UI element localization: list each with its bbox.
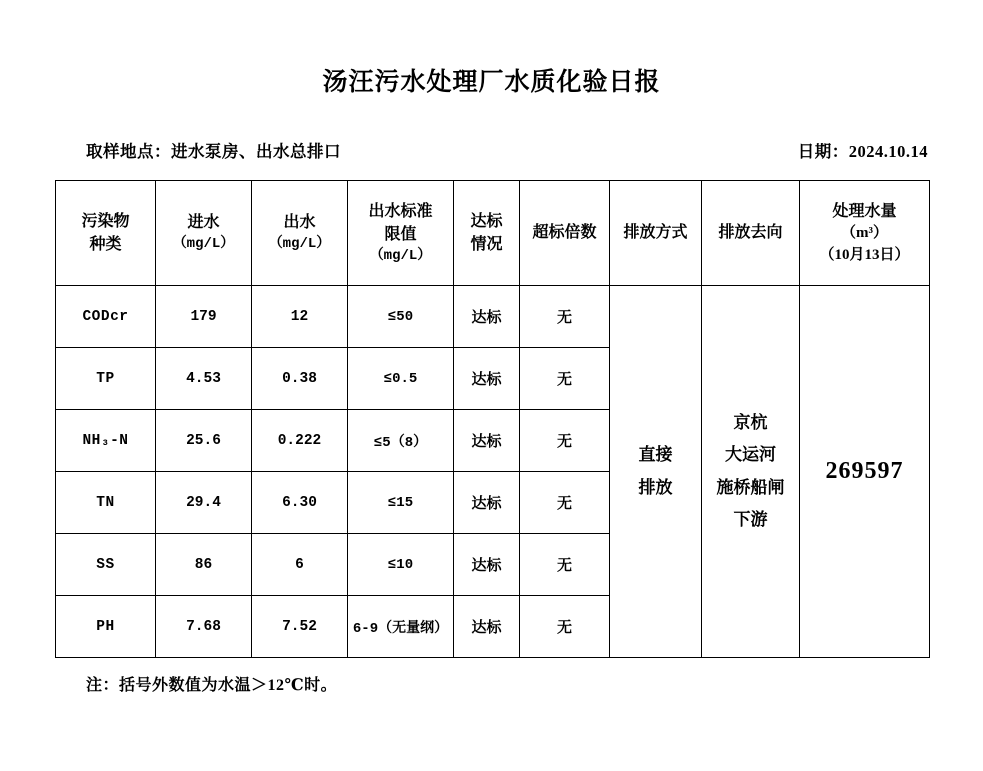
header-effluent xyxy=(252,181,348,286)
page-title: 汤汪污水处理厂水质化验日报 xyxy=(322,69,661,96)
row-pollutant-name: TN xyxy=(56,472,156,534)
header-standard-line1: 出水标准 xyxy=(368,202,433,220)
row-effluent-value: 7.52 xyxy=(252,596,348,658)
row-compliance: 达标 xyxy=(454,348,520,410)
header-standard-limit xyxy=(348,181,454,286)
discharge-mode-line2: 排放 xyxy=(638,477,673,497)
row-standard-limit: 6-9（无量纲） xyxy=(348,596,454,658)
header-compliance-line1: 达标 xyxy=(470,212,503,230)
water-quality-table-wrap xyxy=(55,180,929,658)
header-discharge-dest-line1: 排放去向 xyxy=(718,224,783,242)
header-pollutant-line1: 污染物 xyxy=(81,212,130,230)
header-effluent-line1: 出水 xyxy=(283,214,316,232)
row-exceed: 无 xyxy=(520,472,610,534)
row-standard-limit: ≤5（8） xyxy=(348,410,454,472)
discharge-dest-line2: 大运河 xyxy=(725,445,776,465)
row-pollutant-name: CODcr xyxy=(56,286,156,348)
header-standard-line2: 限值 xyxy=(384,225,417,243)
row-pollutant-name: PH xyxy=(56,596,156,658)
header-exceed-multiple xyxy=(520,181,610,286)
row-exceed: 无 xyxy=(520,286,610,348)
row-pollutant-name: SS xyxy=(56,534,156,596)
footnote: 注：括号外数值为水温＞12℃时。 xyxy=(86,677,338,694)
row-compliance: 达标 xyxy=(454,472,520,534)
row-compliance: 达标 xyxy=(454,596,520,658)
sampling-location: 取样地点：进水泵房、出水总排口 xyxy=(86,142,341,161)
header-volume-line2: （m³） xyxy=(841,224,888,241)
row-pollutant-name: TP xyxy=(56,348,156,410)
row-standard-limit: ≤10 xyxy=(348,534,454,596)
discharge-dest-line1: 京杭 xyxy=(733,412,768,432)
row-effluent-value: 6 xyxy=(252,534,348,596)
row-effluent-value: 0.222 xyxy=(252,410,348,472)
row-influent-value: 4.53 xyxy=(156,348,252,410)
table-row xyxy=(56,286,930,348)
water-volume-value: 269597 xyxy=(800,286,930,658)
row-exceed: 无 xyxy=(520,596,610,658)
row-pollutant-name: NH₃-N xyxy=(56,410,156,472)
row-compliance: 达标 xyxy=(454,534,520,596)
row-influent-value: 179 xyxy=(156,286,252,348)
header-pollutant-line2: 种类 xyxy=(89,236,122,253)
report-page xyxy=(0,62,983,771)
row-effluent-value: 0.38 xyxy=(252,348,348,410)
row-exceed: 无 xyxy=(520,534,610,596)
row-exceed: 无 xyxy=(520,348,610,410)
discharge-dest-line3: 施桥船闸 xyxy=(716,477,785,497)
header-compliance-line2: 情况 xyxy=(470,236,503,253)
header-discharge-mode-line1: 排放方式 xyxy=(623,224,688,242)
row-standard-limit: ≤50 xyxy=(348,286,454,348)
row-influent-value: 7.68 xyxy=(156,596,252,658)
discharge-dest-line4: 下游 xyxy=(733,509,768,529)
discharge-mode-line1: 直接 xyxy=(638,445,673,465)
header-influent-line1: 进水 xyxy=(187,214,220,232)
header-discharge-mode xyxy=(610,181,702,286)
row-influent-value: 25.6 xyxy=(156,410,252,472)
header-volume-line3: （10月13日） xyxy=(819,246,910,263)
report-meta xyxy=(0,138,983,162)
header-influent-line2: （mg/L） xyxy=(172,236,235,253)
table-header-row xyxy=(56,181,930,286)
water-quality-table xyxy=(55,180,930,658)
row-effluent-value: 6.30 xyxy=(252,472,348,534)
row-standard-limit: ≤0.5 xyxy=(348,348,454,410)
row-compliance: 达标 xyxy=(454,410,520,472)
row-standard-limit: ≤15 xyxy=(348,472,454,534)
header-standard-line3: （mg/L） xyxy=(369,248,432,265)
row-effluent-value: 12 xyxy=(252,286,348,348)
row-compliance: 达标 xyxy=(454,286,520,348)
header-water-volume xyxy=(800,181,930,286)
header-discharge-destination xyxy=(702,181,800,286)
report-date: 日期：2024.10.14 xyxy=(797,142,928,161)
header-exceed-line1: 超标倍数 xyxy=(532,224,597,242)
discharge-mode-value xyxy=(610,286,702,658)
header-compliance xyxy=(454,181,520,286)
discharge-destination-value xyxy=(702,286,800,658)
row-influent-value: 29.4 xyxy=(156,472,252,534)
header-pollutant xyxy=(56,181,156,286)
header-volume-line1: 处理水量 xyxy=(832,202,897,220)
row-influent-value: 86 xyxy=(156,534,252,596)
header-effluent-line2: （mg/L） xyxy=(268,236,331,253)
header-influent xyxy=(156,181,252,286)
row-exceed: 无 xyxy=(520,410,610,472)
